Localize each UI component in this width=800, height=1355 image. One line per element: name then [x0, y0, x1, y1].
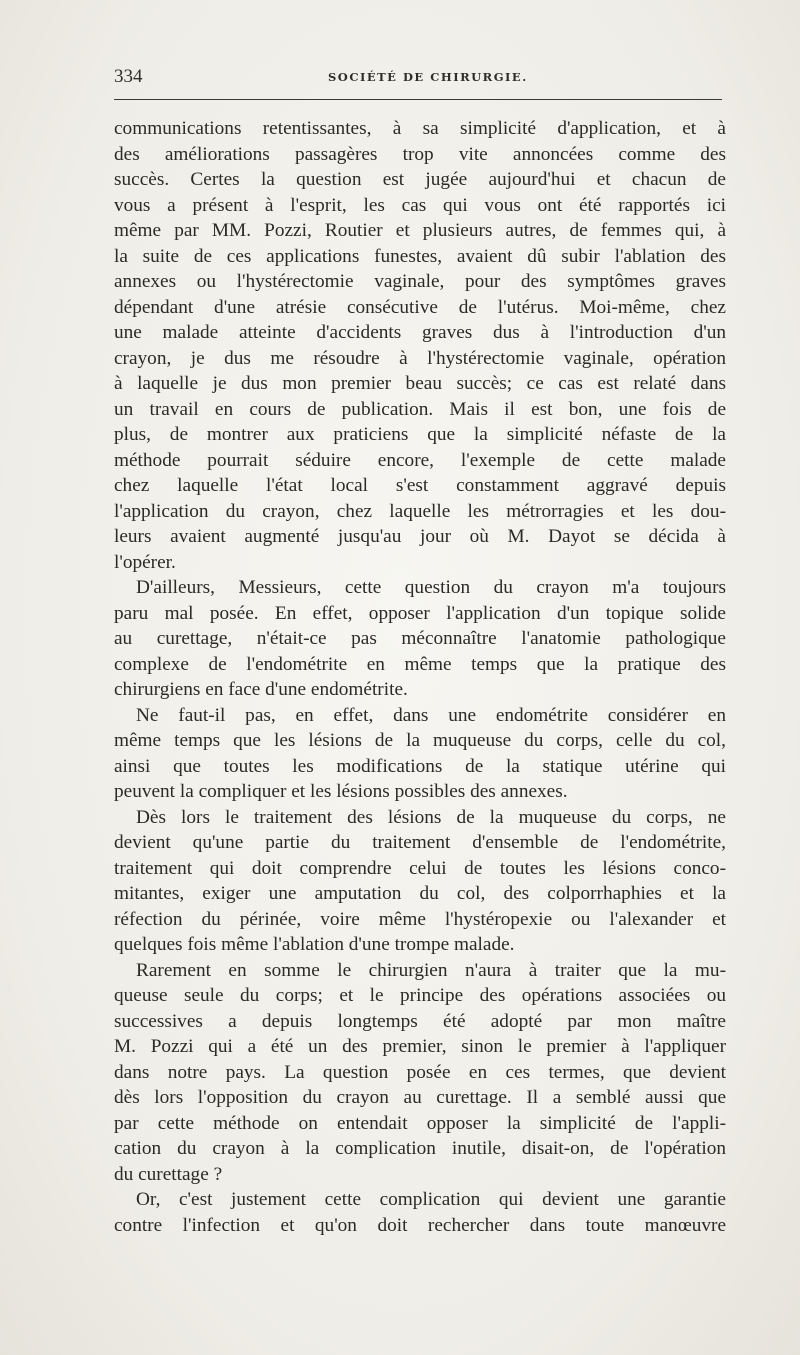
text-line: chirurgiens en face d'une endométrite.	[114, 679, 408, 700]
text-line: même par MM. Pozzi, Routier et plusieurs autres, de femmes qui, à	[114, 220, 726, 241]
text-line: réfection du périnée, voire même l'hystéropexie ou l'alexander et	[114, 908, 726, 930]
text-line: devient qu'une partie du traitement d'ensemble de l'endométrite,	[114, 832, 726, 853]
text-line: M. Pozzi qui a été un des premier, sinon le premier à l'appliquer	[114, 1036, 726, 1057]
running-head: SOCIÉTÉ DE CHIRURGIE.	[328, 70, 528, 84]
text-line: Ne faut-il pas, en effet, dans une endométrite considérer en	[136, 704, 726, 726]
text-line: cation du crayon à la complication inutile, disait-on, de l'opération	[114, 1138, 726, 1159]
text-line: annexes ou l'hystérectomie vaginale, pour des symptômes graves	[114, 271, 726, 292]
text-line: crayon, je dus me résoudre à l'hystérectomie vaginale, opération	[114, 347, 726, 369]
text-line: par cette méthode on entendait opposer la simplicité de l'appli-	[114, 1112, 726, 1134]
text-line: une malade atteinte d'accidents graves dus à l'introduction d'un	[114, 322, 726, 343]
text-line: Or, c'est justement cette complication qui devient une garantie	[136, 1189, 726, 1210]
text-line: chez laquelle l'état local s'est constamment aggravé depuis	[114, 475, 726, 496]
text-line: Rarement en somme le chirurgien n'aura à traiter que la mu-	[136, 959, 726, 981]
text-line: peuvent la compliquer et les lésions possibles des annexes.	[114, 781, 568, 802]
text-line: même temps que les lésions de la muqueuse du corps, celle du col,	[114, 730, 726, 751]
text-line: méthode pourrait séduire encore, l'exemple de cette malade	[114, 449, 726, 471]
text-line: communications retentissantes, à sa simplicité d'application, et à	[114, 118, 726, 139]
text-line: paru mal posée. En effet, opposer l'application d'un topique solide	[114, 602, 726, 624]
text-line: un travail en cours de publication. Mais il est bon, une fois de	[114, 398, 726, 420]
text-line: mitantes, exiger une amputation du col, des colporrhaphies et la	[114, 883, 726, 904]
page-header	[114, 66, 722, 90]
page-number: 334	[114, 66, 143, 87]
text-line: complexe de l'endométrite en même temps que la pratique des	[114, 653, 726, 675]
text-line: plus, de montrer aux praticiens que la simplicité néfaste de la	[114, 424, 726, 445]
text-line: l'opérer.	[114, 551, 176, 573]
text-line: des améliorations passagères trop vite annoncées comme des	[114, 143, 726, 165]
text-line: succès. Certes la question est jugée aujourd'hui et chacun de	[114, 169, 726, 190]
header-rule	[114, 99, 722, 100]
text-line: dès lors l'opposition du crayon au curettage. Il a semblé aussi que	[114, 1087, 726, 1108]
text-line: quelques fois même l'ablation d'une trompe malade.	[114, 934, 515, 955]
text-line: queuse seule du corps; et le principe des opérations associées ou	[114, 985, 726, 1006]
text-line: ainsi que toutes les modifications de la statique utérine qui	[114, 755, 726, 777]
body-text	[114, 116, 726, 1238]
text-line: du curettage ?	[114, 1163, 223, 1185]
text-line: D'ailleurs, Messieurs, cette question du crayon m'a toujours	[136, 577, 726, 598]
text-line: dépendant d'une atrésie consécutive de l'utérus. Moi-même, chez	[114, 296, 726, 318]
text-line: vous a présent à l'esprit, les cas qui vous ont été rapportés ici	[114, 194, 726, 216]
text-line: à laquelle je dus mon premier beau succès; ce cas est relaté dans	[114, 373, 726, 394]
text-line: leurs avaient augmenté jusqu'au jour où M. Dayot se décida à	[114, 526, 726, 547]
text-line: l'application du crayon, chez laquelle les métrorragies et les dou-	[114, 500, 726, 522]
text-line: successives a depuis longtemps été adopté par mon maître	[114, 1010, 726, 1032]
text-line: traitement qui doit comprendre celui de toutes les lésions conco-	[114, 857, 726, 879]
text-line: Dès lors le traitement des lésions de la muqueuse du corps, ne	[136, 806, 726, 828]
text-line: au curettage, n'était-ce pas méconnaître l'anatomie pathologique	[114, 628, 726, 649]
text-line: dans notre pays. La question posée en ces termes, que devient	[114, 1061, 726, 1083]
text-line: la suite de ces applications funestes, avaient dû subir l'ablation des	[114, 245, 726, 267]
text-line: contre l'infection et qu'on doit rechercher dans toute manœuvre	[114, 1214, 726, 1236]
